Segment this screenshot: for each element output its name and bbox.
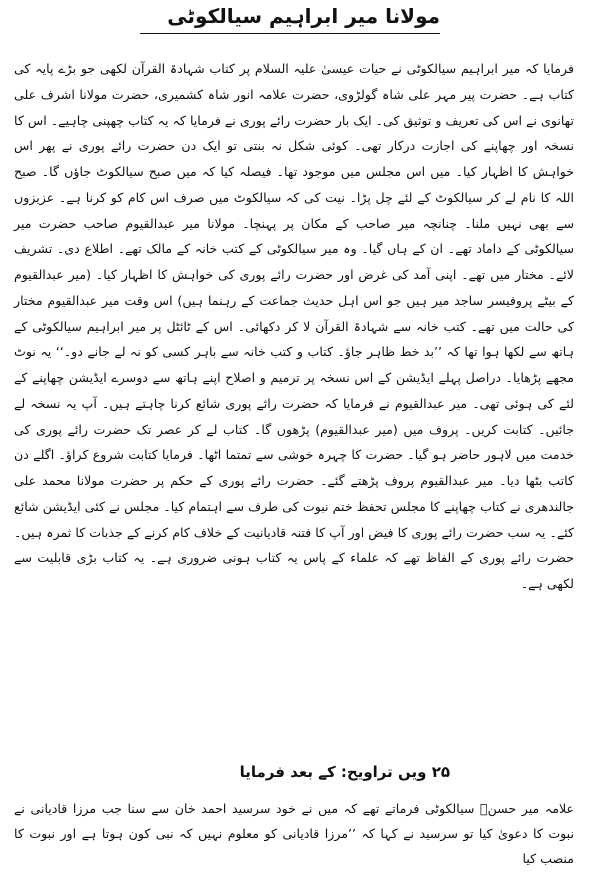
page-title: مولانا میر ابراہیم سیالکوٹی [167, 4, 440, 28]
tail-text [14, 796, 574, 871]
section-heading: ۲۵ ویں تراویح: کے بعد فرمایا [239, 763, 450, 781]
body-text [14, 56, 574, 597]
tail-paragraph: علامہ میر حسنؒ سیالکوٹی فرماتے تھے کہ میں نے خود سرسید احمد خان سے سنا جب مرزا قادیانی نے نبوت کا دعویٰ کیا تو سرسید نے کہا کہ ’’مرزا قادیانی کو معلوم نہیں کہ نبی کون ہوتا ہے اور نبوت کا منصب کیا [14, 801, 574, 866]
body-paragraph: فرمایا کہ میر ابراہیم سیالکوٹی نے حیات عیسیٰ علیہ السلام پر کتاب شہادۃ القرآن لکھی جو بڑے پایہ کی کتاب ہے۔ حضرت پیر مہر علی شاہ گولڑوی، حضرت علامہ انور شاہ کشمیری، حضرت مولانا اشرف علی تھانوی نے اس کی تعریف و توثیق کی۔ ایک بار حضرت رائے پوری نے فرمایا کہ یہ کتاب چھپنی چاہیے۔ اس کا نسخہ اور چھاپنے کی اجازت درکار تھی۔ کوئی شکل نہ بنتی تو ایک دن حضرت رائے پوری نے پھر اس خواہش کا اظہار کیا۔ میں اس مجلس میں موجود تھا۔ فیصلہ کیا کہ میں صبح سیالکوٹ جاؤں گا۔ صبح اللہ کا نام لے کر سیالکوٹ کے لئے چل پڑا۔ نیت کی کہ سیالکوٹ میں صرف اس کام کو کرنا ہے۔ عزیزوں سے بھی نہیں ملنا۔ چنانچہ میر صاحب کے مکان پر پہنچا۔ مولانا میر عبدالقیوم صاحب حضرت میر سیالکوٹی کے داماد تھے۔ ان کے ہاں گیا۔ وہ میر سیالکوٹی کے کتب خانہ کے مالک تھے۔ اطلاع دی۔ تشریف لائے۔ مختار میں تھے۔ اپنی آمد کی غرض اور حضرت رائے پوری کی خواہش کا اظہار کیا۔ (میر عبدالقیوم کے بیٹے پروفیسر ساجد میر ہیں جو اس اہل حدیث جماعت کے رہنما ہیں) اس وقت میر عبدالقیوم مختار کی حالت میں تھے۔ کتب خانہ سے شہادۃ القرآن لا کر دکھائی۔ اس کے ٹائٹل پر میر ابراہیم سیالکوٹی کے ہاتھ سے لکھا ہوا تھا کہ ’’بد خط ظاہر جاؤ۔ کتاب و کتب خانہ سے باہر کسی کو نہ لے جانے دو۔‘‘ یہ نوٹ مجھے پڑھایا۔ دراصل پہلے ایڈیشن کے اس نسخہ پر ترمیم و اصلاح اپنے ہاتھ سے دوسرے ایڈیشن چھاپنے کے لئے کی ہوئی تھی۔ میر عبدالقیوم نے فرمایا کہ حضرت رائے پوری شائع کرنا چاہتے ہیں۔ آپ یہ نسخہ لے جائیں۔ کتابت کریں۔ پروف میں (میر عبدالقیوم) پڑھوں گا۔ کتاب لے کر عصر تک حضرت رائے پوری کی خدمت میں لاہور حاضر ہو گیا۔ حضرت کا چہرہ خوشی سے تمتما اٹھا۔ فرمایا کتابت شروع کراؤ۔ اگلے دن کاتب بٹھا دیا۔ میر عبدالقیوم پروف پڑھتے گئے۔ حضرت رائے پوری کے حکم پر حضرت مولانا محمد علی جالندھری نے کتاب چھاپنے کا مجلس تحفظ ختم نبوت کی طرف سے اہتمام کیا۔ مجلس نے کئی ایڈیشن شائع کئے۔ یہ سب حضرت رائے پوری کا فیض اور آپ کا فتنہ قادیانیت کے خلاف کام کرنے کے جذبات کا ثمرہ ہیں۔ حضرت رائے پوری کے الفاظ تھے کہ علماء کے پاس یہ کتاب ہونی ضروری ہے۔ یہ کتاب بڑی قابلیت سے لکھی ہے۔ [14, 61, 574, 591]
title-underline [140, 33, 440, 34]
